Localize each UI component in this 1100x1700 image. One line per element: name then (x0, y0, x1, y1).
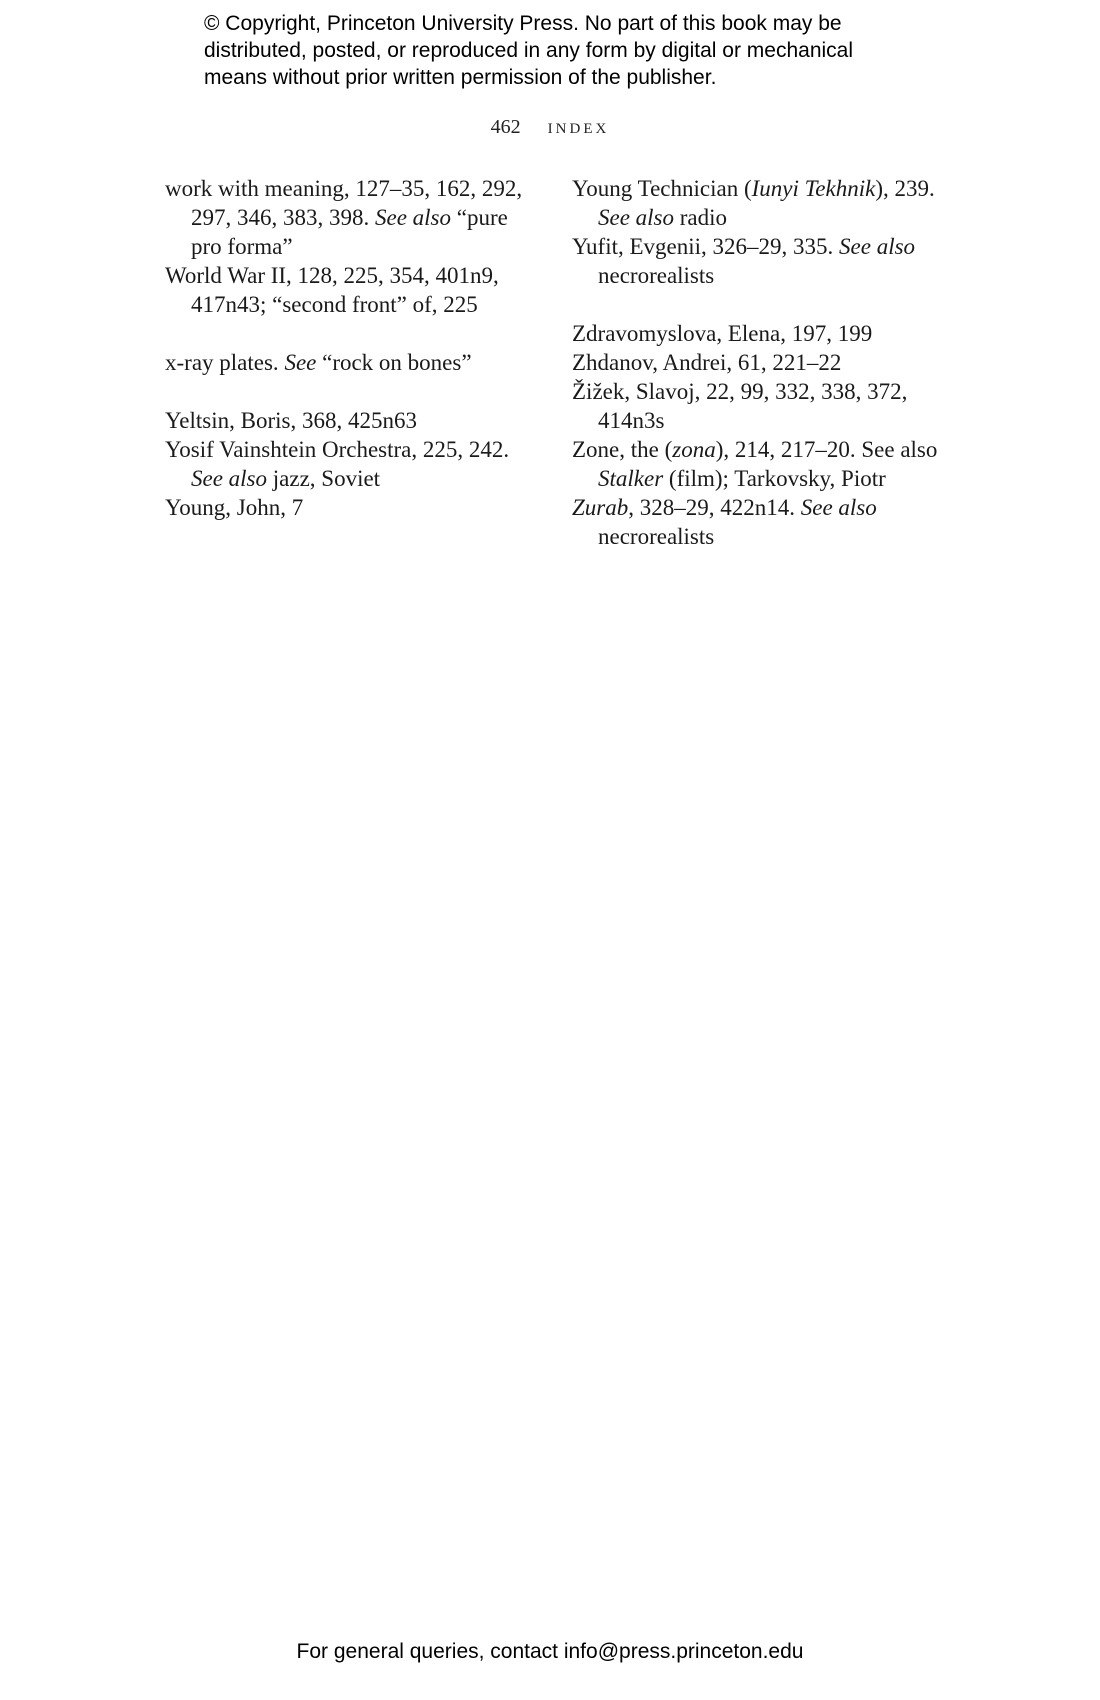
contact-footer: For general queries, contact info@press.princeton.edu (296, 1640, 804, 1663)
index-entry: Žižek, Slavoj, 22, 99, 332, 338, 372, 414n3s (572, 379, 908, 433)
running-head (0, 113, 1100, 139)
index-entry: Yufit, Evgenii, 326–29, 335. See also necrorealists (572, 234, 916, 288)
index-entry: Zhdanov, Andrei, 61, 221–22 (572, 350, 842, 375)
index-entry: Yosif Vainshtein Orchestra, 225, 242. See also jazz, Soviet (165, 437, 510, 491)
copyright-notice: © Copyright, Princeton University Press. No part of this book may be distributed, posted, or reproduced in any form by digital or mechanical means without prior written permission of the publisher. (204, 12, 854, 89)
index-entry: Young, John, 7 (165, 495, 304, 520)
page-number: 462 (490, 116, 521, 138)
index-entry: x-ray plates. See “rock on bones” (165, 350, 472, 375)
section-title: index (547, 113, 610, 138)
index-entry: Zone, the (zona), 214, 217–20. See also Stalker (film); Tarkovsky, Piotr (572, 437, 938, 491)
index-column-left (165, 174, 535, 522)
index-entry: Yeltsin, Boris, 368, 425n63 (165, 408, 417, 433)
index-entry: work with meaning, 127–35, 162, 292, 297, 346, 383, 398. See also “pure pro forma” (165, 176, 523, 259)
index-entry: Zdravomyslova, Elena, 197, 199 (572, 321, 873, 346)
index-column-right (572, 174, 942, 551)
index-entry: Young Technician (Iunyi Tekhnik), 239. See also radio (572, 176, 935, 230)
index-entry: World War II, 128, 225, 354, 401n9, 417n43; “second front” of, 225 (165, 263, 499, 317)
index-entry: Zurab, 328–29, 422n14. See also necrorealists (572, 495, 877, 549)
